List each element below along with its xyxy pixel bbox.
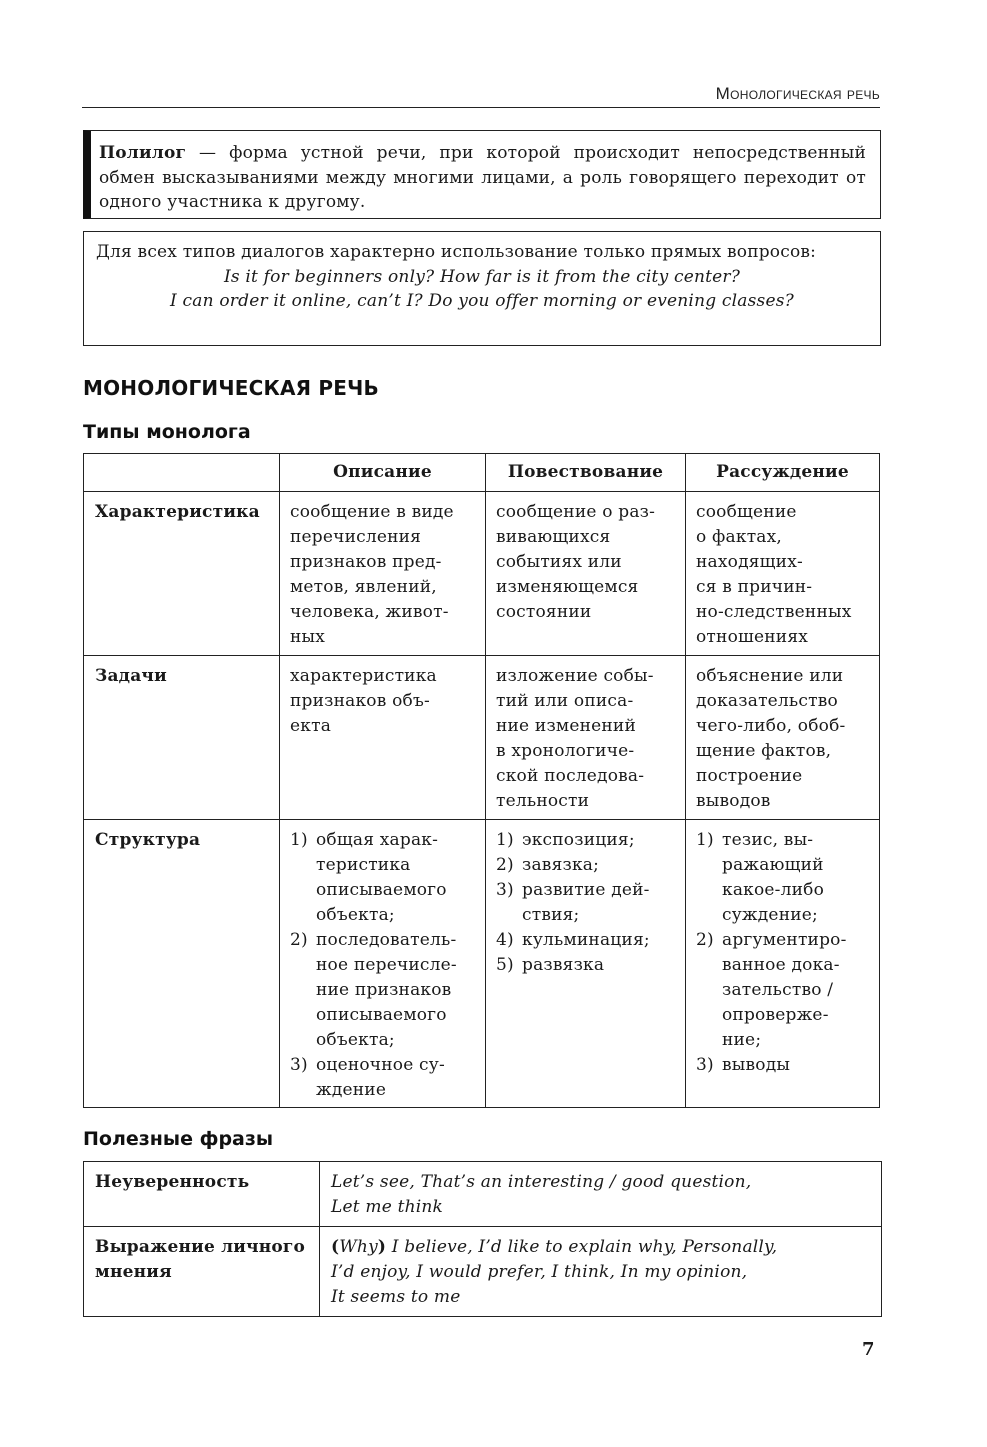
column-header-empty (84, 454, 280, 492)
definition-box (83, 130, 881, 219)
header-rule (82, 107, 880, 108)
list-item: 3) выводы (696, 1055, 791, 1075)
monolog-table-title: Типы монолога (83, 421, 251, 443)
useful-phrases-table (83, 1161, 882, 1317)
definition-term: Полилог (99, 143, 187, 163)
table-cell: характеристика признаков объ- екта (280, 656, 486, 820)
table-header-row (84, 454, 880, 492)
phrases-cell: (Why) I believe, I’d like to explain why, Personally, I’d enjoy, I would prefer, I think, In my opinion, It seems to me (320, 1227, 882, 1317)
list-item: 2) завязка; (496, 855, 600, 875)
definition-text: — форма устной речи, при которой происходит непосредственный обмен высказываниями между многими лицами, а роль говорящего переходит от одного участника к другому. (99, 143, 866, 213)
phrases-cell: Let’s see, That’s an interesting / good question, Let me think (320, 1162, 882, 1227)
table-cell (686, 820, 880, 1108)
list-item: 2) последователь- ное перечисле- ние признаков описываемого объекта; (290, 930, 457, 1050)
table-row (84, 492, 880, 656)
row-header: Выражение личного мнения (84, 1227, 320, 1317)
table-row (84, 820, 880, 1108)
note-example: Is it for beginners only? How far is it from the city center? (223, 266, 741, 287)
row-header: Задачи (84, 656, 280, 820)
list-item: 3) оценочное су- ждение (290, 1055, 445, 1100)
list-item: 1) экспозиция; (496, 830, 635, 850)
list-item: 5) развязка (496, 955, 605, 975)
column-header: Рассуждение (686, 454, 880, 492)
list-item: 4) кульминация; (496, 930, 650, 950)
list-item: 2) аргументиро- ванное дока- зательство / опроверже- ние; (696, 930, 847, 1050)
column-header: Описание (280, 454, 486, 492)
table-row (84, 656, 880, 820)
note-text: Для всех типов диалогов характерно использование только прямых вопросов: (96, 242, 817, 262)
list-item: 1) тезис, вы- ражающий какое-либо суждение; (696, 830, 825, 925)
phrases-table-title: Полезные фразы (83, 1128, 274, 1150)
table-cell (486, 820, 686, 1108)
note-example: I can order it online, can’t I? Do you offer morning or evening classes? (170, 291, 794, 312)
page-number: 7 (862, 1339, 875, 1360)
row-header: Структура (84, 820, 280, 1108)
note-box (83, 231, 881, 346)
structure-list (496, 828, 675, 978)
column-header: Повествование (486, 454, 686, 492)
row-header: Неуверенность (84, 1162, 320, 1227)
table-cell: сообщение о раз- вивающихся событиях или изменяющемся состоянии (486, 492, 686, 656)
table-cell: сообщение о фактах, находящих- ся в причин- но-следственных отношениях (686, 492, 880, 656)
table-cell: сообщение в виде перечисления признаков пред- метов, явлений, человека, живот- ных (280, 492, 486, 656)
table-cell (280, 820, 486, 1108)
structure-list (696, 828, 869, 1078)
row-header: Характеристика (84, 492, 280, 656)
table-cell: объяснение или доказательство чего-либо, обоб- щение фактов, построение выводов (686, 656, 880, 820)
running-head: Монологическая речь (715, 84, 880, 103)
table-row (84, 1227, 882, 1317)
list-item: 1) общая харак- теристика описываемого объекта; (290, 830, 447, 925)
table-row (84, 1162, 882, 1227)
structure-list (290, 828, 475, 1103)
section-title: МОНОЛОГИЧЕСКАЯ РЕЧЬ (83, 376, 379, 400)
table-cell: изложение собы- тий или описа- ние изменений в хронологиче- ской последова- тельности (486, 656, 686, 820)
list-item: 3) развитие дей- ствия; (496, 880, 650, 925)
monolog-types-table (83, 453, 880, 1108)
